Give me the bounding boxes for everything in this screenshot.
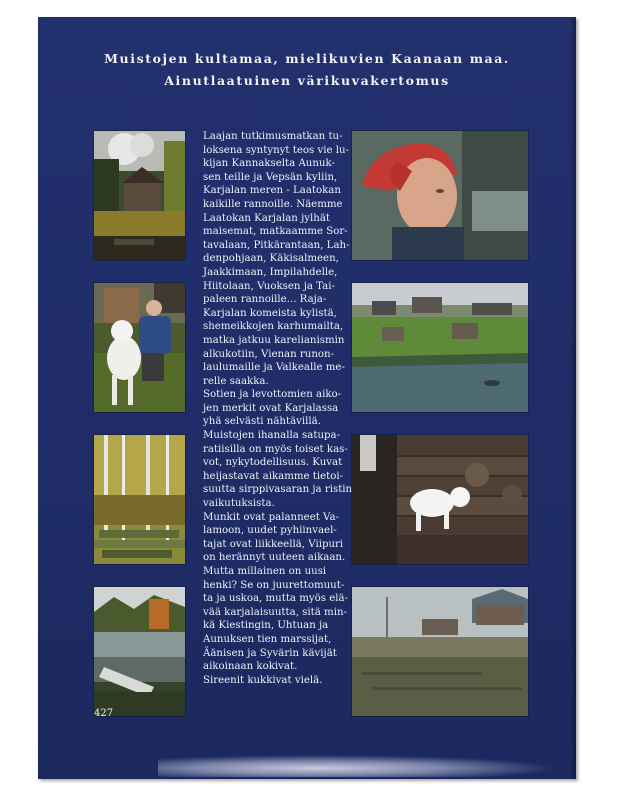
body-text-line: sen teille ja Vepsän kyliin, bbox=[203, 171, 338, 183]
photo-birch-forest bbox=[94, 435, 185, 564]
body-text-line: Hiitolaan, Vuoksen ja Tai- bbox=[203, 280, 335, 292]
body-text-line: tavalaan, Pitkärantaan, Lah- bbox=[203, 239, 350, 251]
body-text-line: vää karjalaisuutta, sitä min- bbox=[203, 606, 347, 618]
photo-white-cat-on-logs bbox=[352, 435, 528, 564]
body-text-line: Munkit ovat palanneet Va- bbox=[203, 511, 339, 523]
page-number: 427 bbox=[94, 708, 114, 719]
village-image bbox=[352, 283, 528, 412]
body-text-line: paleen rannoille... Raja- bbox=[203, 294, 327, 306]
body-text-column bbox=[203, 130, 353, 687]
man-dog-image bbox=[94, 283, 185, 412]
body-text-line: Laajan tutkimusmatkan tu- bbox=[203, 131, 343, 142]
body-text-line: Muistojen ihanalla satupa- bbox=[203, 430, 341, 442]
body-text-line: maisemat, matkaamme Sor- bbox=[203, 226, 348, 238]
headline-line-2: Ainutlaatuinen värikuvakertomus bbox=[164, 73, 450, 88]
body-text-line: ta ja uskoa, mutta myös elä- bbox=[203, 593, 349, 605]
body-text-line: lamoon, uudet pyhiinvael- bbox=[203, 525, 337, 537]
cover-wear-mark bbox=[158, 755, 558, 777]
body-text-line: vaikutuksista. bbox=[203, 498, 275, 510]
body-text-line: kä Kiestingin, Uhtuan ja bbox=[203, 620, 329, 632]
body-text-line: henki? Se on juurettomuut- bbox=[203, 579, 345, 591]
cover-edge-shadow bbox=[570, 17, 576, 779]
body-text-line: shemeikkojen karhumailta, bbox=[203, 321, 344, 333]
photo-old-woman-red-scarf bbox=[352, 131, 528, 260]
body-text-line: Äänisen ja Syvärin kävijät bbox=[203, 647, 337, 659]
photo-misty-village bbox=[352, 587, 528, 716]
body-text-line: relle saakka. bbox=[203, 375, 269, 387]
cat-image bbox=[352, 435, 528, 564]
sauna-image bbox=[94, 131, 185, 260]
body-text-line: Jaakkimaan, Impilahdelle, bbox=[203, 266, 338, 278]
river-image bbox=[94, 587, 185, 716]
body-text-line: loksena syntynyt teos vie lu- bbox=[203, 144, 350, 156]
body-text-line: alkukotiin, Vienan runon- bbox=[203, 348, 335, 360]
body-text-line: kijan Kannakselta Aunuk- bbox=[203, 158, 335, 170]
body-text-line: tajat ovat liikkeellä, Viipuri bbox=[203, 538, 344, 550]
body-text-line: matka jatkuu karelianismin bbox=[203, 334, 345, 346]
misty-village-image bbox=[352, 587, 528, 716]
body-text-line: Sotien ja levottomien aiko- bbox=[203, 389, 342, 401]
body-text-line: Mutta millainen on uusi bbox=[203, 566, 327, 577]
old-woman-image bbox=[352, 131, 528, 260]
photo-river-autumn bbox=[94, 587, 185, 716]
body-text-line: on herännyt uuteen aikaan. bbox=[203, 552, 346, 564]
body-text-line: suutta sirppivasaran ja ristin bbox=[203, 484, 353, 496]
photo-village-riverside bbox=[352, 283, 528, 412]
headline-line-1: Muistojen kultamaa, mielikuvien Kaanaan maa. bbox=[104, 51, 510, 66]
body-text-line: jen merkit ovat Karjalassa bbox=[203, 402, 339, 414]
body-text-line: Karjalan komeista kylistä, bbox=[203, 307, 337, 319]
body-text-line: vot, nykytodellisuus. Kuvat bbox=[203, 457, 343, 469]
body-text-line: heijastavat aikamme tietoi- bbox=[203, 470, 344, 482]
body-text-line: denpohjaan, Käkisalmeen, bbox=[203, 253, 339, 265]
body-text-line: laulumaille ja Valkealle me- bbox=[203, 362, 345, 374]
body-text-line: ratiisilla on myös toiset kas- bbox=[203, 443, 348, 455]
photo-man-with-dog bbox=[94, 283, 185, 412]
body-text-line: Aunuksen tien marssijat, bbox=[203, 633, 332, 645]
body-text-line: kaikille rannoille. Näemme bbox=[203, 198, 343, 210]
photo-steaming-sauna bbox=[94, 131, 185, 260]
body-text-line: yhä selvästi nähtävillä. bbox=[203, 416, 321, 428]
body-text-line: Laatokan Karjalan jylhät bbox=[203, 212, 331, 224]
birch-forest-image bbox=[94, 435, 185, 564]
cover-headline bbox=[38, 48, 576, 92]
body-text-line: Karjalan meren - Laatokan bbox=[203, 185, 341, 197]
book-back-cover bbox=[38, 17, 576, 779]
body-text-line: aikoinaan kokivat. bbox=[203, 661, 298, 673]
body-text-line: Sireenit kukkivat vielä. bbox=[203, 674, 323, 686]
